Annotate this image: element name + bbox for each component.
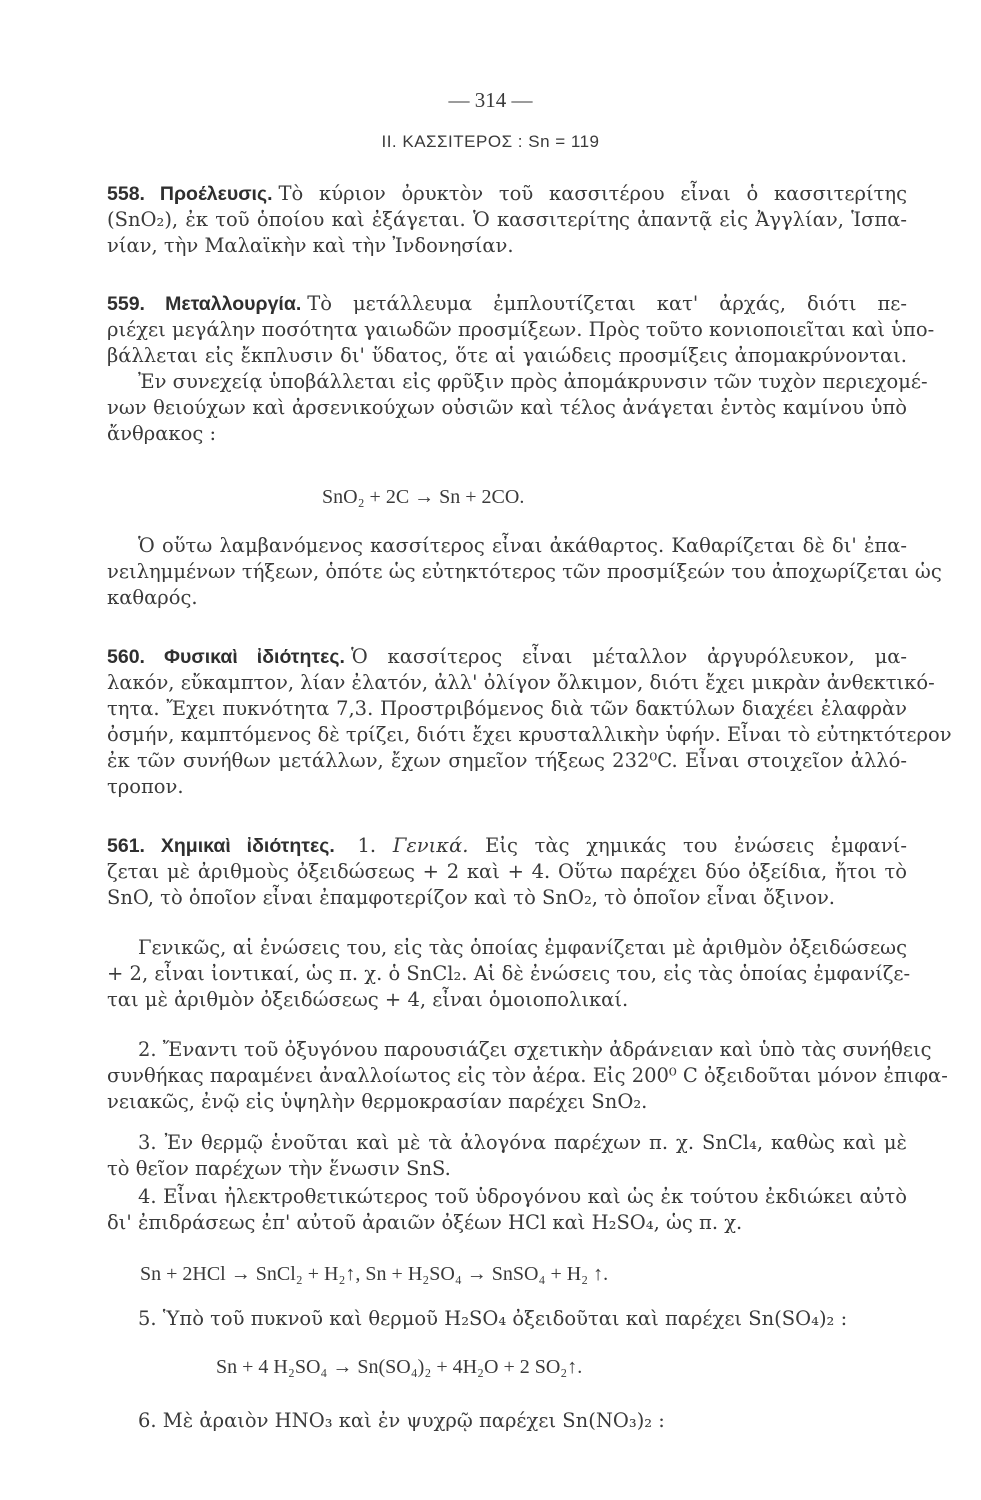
paragraph-559-line: βάλλεται εἰς ἔκπλυσιν δι' ὕδατος, ὅτε αἱ γαιώδεις προσμίξεις ἀπομακρύνονται. xyxy=(107,344,907,367)
chapter-title: II. ΚΑΣΣΙΤΕΡΟΣ : Sn = 119 xyxy=(381,132,600,151)
paragraph-561-line: Γενικῶς, αἱ ἐνώσεις του, εἰς τὰς ὁποίας ἐμφανίζεται μὲ ἀριθμὸν ὀξειδώσεως xyxy=(138,936,907,959)
section-heading-561: 561. Χημικαὶ ἰδιότητες. xyxy=(107,835,335,857)
paragraph-561-line: 2. Ἔναντι τοῦ ὀξυγόνου παρουσιάζει σχετικὴν ἀδράνειαν καὶ ὑπὸ τὰς συνήθεις xyxy=(138,1038,932,1061)
page-number: — 314 — xyxy=(448,88,533,112)
paragraph-561-line: δι' ἐπιδράσεως ἐπ' αὐτοῦ ἀραιῶν ὀξέων HCl καὶ H₂SO₄, ὡς π. χ. xyxy=(107,1211,743,1234)
paragraph-559-line: ἄνθρακος : xyxy=(107,422,217,445)
paragraph-560-line: τροπον. xyxy=(107,775,184,798)
paragraph-560-line: ὀσμήν, καμπτόμενος δὲ τρίζει, διότι ἔχει κρυσταλλικὴν ὑφήν. Εἶναι τὸ εὐτηκτότερον xyxy=(107,723,952,746)
paragraph-558-line: νίαν, τὴν Μαλαϊκὴν καὶ τὴν Ἰνδονησίαν. xyxy=(107,234,514,257)
paragraph-561-line: 6. Μὲ ἀραιὸν HNO₃ καὶ ἐν ψυχρῷ παρέχει Sn(NO₃)₂ : xyxy=(138,1409,665,1432)
section-heading-559: 559. Μεταλλουργία. xyxy=(107,293,302,315)
paragraph-559-line: Ὁ οὕτω λαμβανόμενος κασσίτερος εἶναι ἀκάθαρτος. Καθαρίζεται δὲ δι' ἐπα- xyxy=(138,534,907,557)
paragraph-561-line: νειακῶς, ἐνῷ εἰς ὑψηλὴν θερμοκρασίαν παρέχει SnO₂. xyxy=(107,1090,648,1113)
paragraph-561-line: 3. Ἐν θερμῷ ἑνοῦται καὶ μὲ τὰ ἀλογόνα παρέχων π. χ. SnCl₄, καθὼς καὶ μὲ xyxy=(138,1131,907,1154)
paragraph-561-line: συνθήκας παραμένει ἀναλλοίωτος εἰς τὸν ἀέρα. Εἰς 200⁰ C ὀξειδοῦται μόνον ἐπιφα- xyxy=(107,1064,948,1087)
equation-reduction: SnO₂ + 2C → Sn + 2CO. xyxy=(322,486,525,508)
section-heading-560: 560. Φυσικαὶ ἰδιότητες. xyxy=(107,646,345,668)
paragraph-561-line: 561. Χημικαὶ ἰδιότητες. 1. Γενικά. Εἰς τὰς χημικάς του ἐνώσεις ἐμφανί- xyxy=(107,834,907,857)
paragraph-560-line: 560. Φυσικαὶ ἰδιότητες. Ὁ κασσίτερος εἶναι μέταλλον ἀργυρόλευκον, μα- xyxy=(107,645,907,668)
paragraph-561-line: SnO, τὸ ὁποῖον εἶναι ἐπαμφοτερίζον καὶ τὸ SnO₂, τὸ ὁποῖον εἶναι ὄξινον. xyxy=(107,886,836,909)
paragraph-560-line: τητα. Ἔχει πυκνότητα 7,3. Προστριβόμενος διὰ τῶν δακτύλων διαχέει ἐλαφρὰν xyxy=(107,697,907,720)
paragraph-561-line: τὸ θεῖον παρέχων τὴν ἕνωσιν SnS. xyxy=(107,1157,451,1180)
paragraph-561-line: ζεται μὲ ἀριθμοὺς ὀξειδώσεως + 2 καὶ + 4. Οὕτω παρέχει δύο ὀξείδια, ἤτοι τὸ xyxy=(107,860,907,883)
paragraph-559-line: καθαρός. xyxy=(107,586,198,609)
paragraph-561-line: ται μὲ ἀριθμὸν ὀξειδώσεως + 4, εἶναι ὁμοιοπολικαί. xyxy=(107,988,629,1011)
paragraph-561-line: + 2, εἶναι ἰοντικαί, ὡς π. χ. ὁ SnCl₂. Αἱ δὲ ἐνώσεις του, εἰς τὰς ὁποίας ἐμφανίζε- xyxy=(107,962,911,985)
paragraph-559-line: νων θειούχων καὶ ἀρσενικούχων οὐσιῶν καὶ τέλος ἀνάγεται ἐντὸς καμίνου ὑπὸ xyxy=(107,396,907,419)
section-heading-558: 558. Προέλευσις. xyxy=(107,183,273,205)
equation-sulfuric-oxidation: Sn + 4 H₂SO₄ → Sn(SO₄)₂ + 4H₂O + 2 SO₂↑. xyxy=(216,1356,583,1378)
equation-acid-reaction: Sn + 2HCl → SnCl₂ + H₂↑, Sn + H₂SO₄ → SnSO₄ + H₂ ↑. xyxy=(140,1263,609,1285)
paragraph-561-line: 5. Ὑπὸ τοῦ πυκνοῦ καὶ θερμοῦ H₂SO₄ ὀξειδοῦται καὶ παρέχει Sn(SO₄)₂ : xyxy=(138,1307,848,1330)
paragraph-559-line: Ἐν συνεχείᾳ ὑποβάλλεται εἰς φρῦξιν πρὸς ἀπομάκρυνσιν τῶν τυχὸν περιεχομέ- xyxy=(138,370,928,393)
paragraph-560-line: λακόν, εὔκαμπτον, λίαν ἐλατόν, ἀλλ' ὀλίγον ὄλκιμον, διότι ἔχει μικρὰν ἀνθεκτικό- xyxy=(107,671,935,694)
paragraph-560-line: ἐκ τῶν συνήθων μετάλλων, ἔχων σημεῖον τήξεως 232⁰C. Εἶναι στοιχεῖον ἀλλό- xyxy=(107,749,907,772)
paragraph-559-line: νειλημμένων τήξεων, ὁπότε ὡς εὐτηκτότερος τῶν προσμίξεών του ἀποχωρίζεται ὡς xyxy=(107,560,942,583)
paragraph-558-line: 558. Προέλευσις. Τὸ κύριον ὀρυκτὸν τοῦ κασσιτέρου εἶναι ὁ κασσιτερίτης xyxy=(107,182,907,205)
paragraph-558-line: (SnO₂), ἐκ τοῦ ὁποίου καὶ ἐξάγεται. Ὁ κασσιτερίτης ἀπαντᾷ εἰς Ἀγγλίαν, Ἱσπα- xyxy=(107,208,907,231)
paragraph-559-line: 559. Μεταλλουργία. Τὸ μετάλλευμα ἐμπλουτίζεται κατ' ἀρχάς, διότι πε- xyxy=(107,292,908,315)
paragraph-561-line: 4. Εἶναι ἠλεκτροθετικώτερος τοῦ ὑδρογόνου καὶ ὡς ἐκ τούτου ἐκδιώκει αὐτὸ xyxy=(138,1185,907,1208)
paragraph-559-line: ριέχει μεγάλην ποσότητα γαιωδῶν προσμίξεων. Πρὸς τοῦτο κονιοποιεῖται καὶ ὑπο- xyxy=(107,318,935,341)
